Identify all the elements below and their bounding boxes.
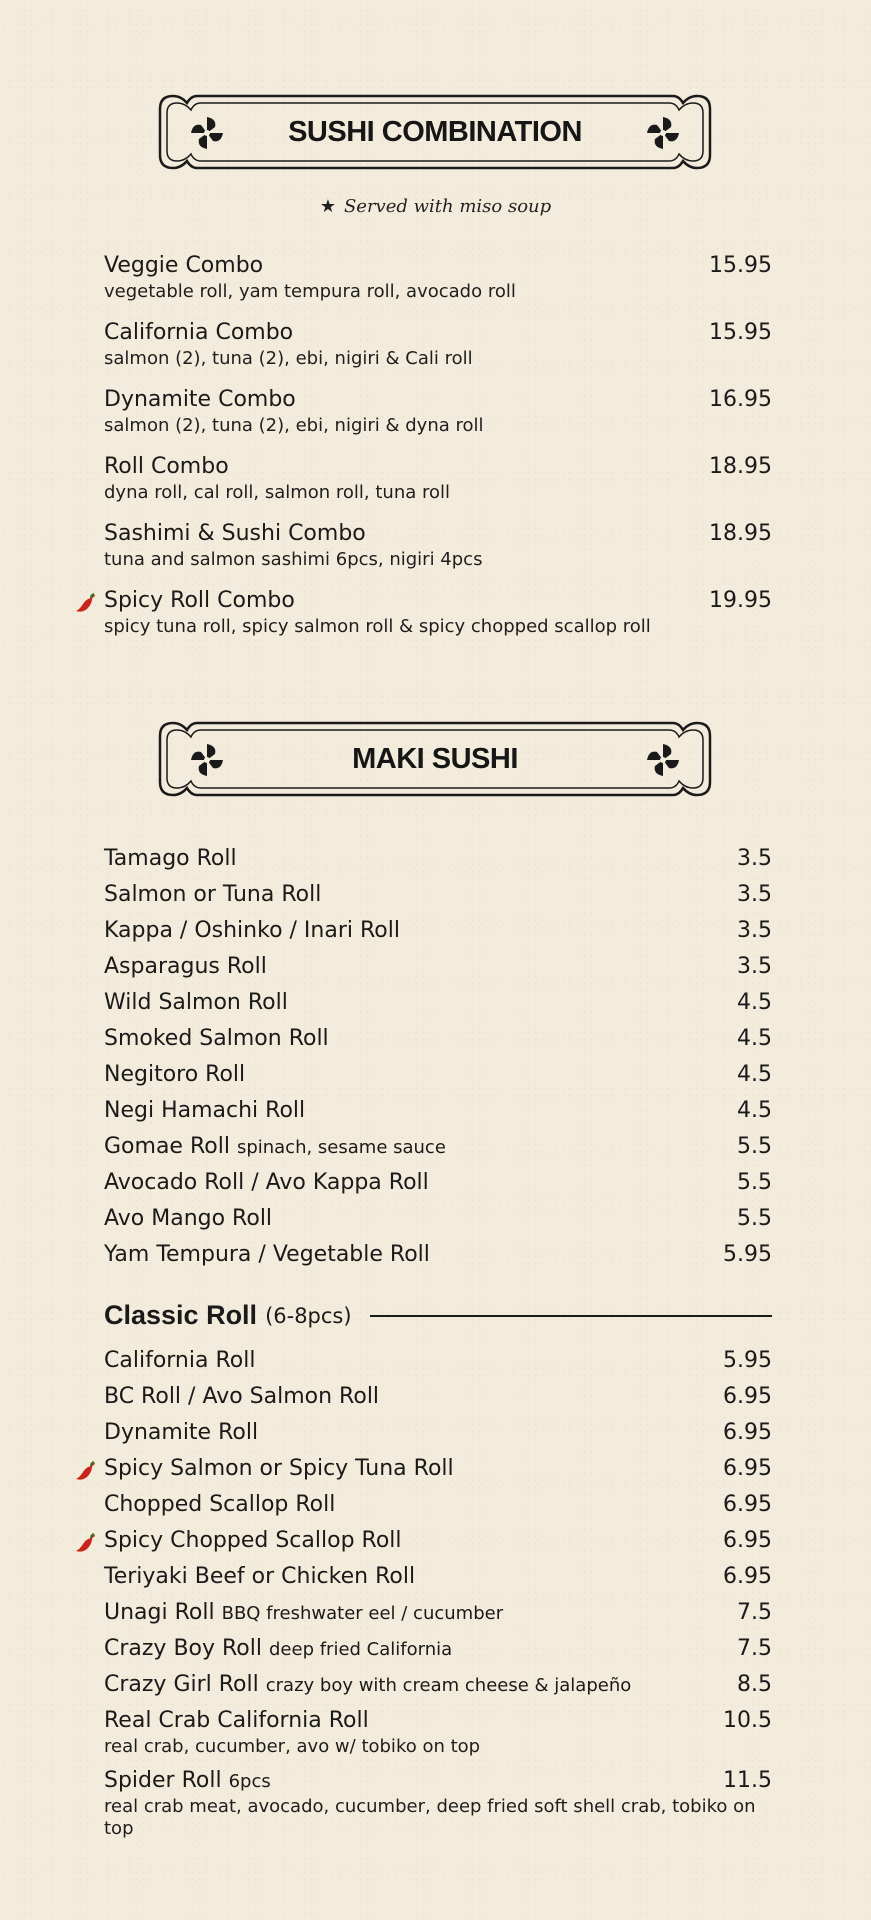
item-name: Dynamite Roll: [104, 1420, 259, 1445]
menu-item: [104, 1062, 772, 1087]
menu-item: [104, 588, 772, 638]
item-price: 5.95: [723, 1242, 772, 1267]
chili-pepper-icon: [74, 1531, 98, 1555]
item-name: Negi Hamachi Roll: [104, 1098, 306, 1123]
item-price: 18.95: [709, 521, 772, 546]
item-price: 6.95: [723, 1564, 772, 1589]
menu-item: [104, 454, 772, 504]
item-inline-note: deep fried California: [269, 1639, 453, 1660]
menu-item: [104, 1348, 772, 1373]
item-price: 3.5: [737, 954, 772, 979]
item-price: 3.5: [737, 918, 772, 943]
menu-item: [104, 1242, 772, 1267]
item-price: 5.5: [737, 1170, 772, 1195]
menu-item: [104, 1528, 772, 1553]
item-price: 15.95: [709, 253, 772, 278]
menu-item: [104, 918, 772, 943]
item-name: Chopped Scallop Roll: [104, 1492, 336, 1517]
item-price: 6.95: [723, 1528, 772, 1553]
item-name: Dynamite Combo: [104, 387, 296, 412]
item-price: 4.5: [737, 1062, 772, 1087]
item-name: Real Crab California Roll: [104, 1708, 369, 1733]
item-name: Spider Roll 6pcs: [104, 1768, 271, 1793]
item-name: Unagi Roll BBQ freshwater eel / cucumber: [104, 1600, 504, 1625]
section-title: SUSHI COMBINATION: [288, 115, 582, 148]
menu-item: [104, 521, 772, 571]
menu-item: [104, 1134, 772, 1159]
item-name: Teriyaki Beef or Chicken Roll: [104, 1564, 416, 1589]
menu-item: [104, 1456, 772, 1481]
item-name: Salmon or Tuna Roll: [104, 882, 322, 907]
item-name: Spicy Roll Combo: [104, 588, 295, 613]
item-name: Yam Tempura / Vegetable Roll: [104, 1242, 430, 1267]
menu-item: [104, 1768, 772, 1840]
menu-item: [104, 1206, 772, 1231]
item-name: Crazy Girl Roll crazy boy with cream cheese & jalapeño: [104, 1672, 632, 1697]
item-price: 8.5: [737, 1672, 772, 1697]
item-name: Negitoro Roll: [104, 1062, 246, 1087]
chili-pepper-icon: [74, 1459, 98, 1483]
star-icon: ★: [319, 196, 336, 217]
item-price: 3.5: [737, 846, 772, 871]
item-description: spicy tuna roll, spicy salmon roll & spicy chopped scallop roll: [104, 616, 651, 637]
item-description: dyna roll, cal roll, salmon roll, tuna roll: [104, 482, 451, 503]
item-name: Kappa / Oshinko / Inari Roll: [104, 918, 400, 943]
item-name: Avocado Roll / Avo Kappa Roll: [104, 1170, 429, 1195]
pinwheel-icon: [643, 740, 683, 780]
item-price: 3.5: [737, 882, 772, 907]
item-name: Crazy Boy Roll deep fried California: [104, 1636, 453, 1661]
item-name: Gomae Roll spinach, sesame sauce: [104, 1134, 446, 1159]
item-price: 18.95: [709, 454, 772, 479]
menu-item: [104, 1672, 772, 1697]
item-name: Roll Combo: [104, 454, 229, 479]
menu-item: [104, 1636, 772, 1661]
section-banner-sushi-combination: [157, 93, 713, 171]
item-inline-note: 6pcs: [228, 1771, 271, 1792]
menu-item: [104, 990, 772, 1015]
section-banner-maki-sushi: [157, 720, 713, 798]
item-description: salmon (2), tuna (2), ebi, nigiri & dyna roll: [104, 415, 484, 436]
menu-item: [104, 1708, 772, 1758]
menu-item: [104, 954, 772, 979]
item-description: real crab, cucumber, avo w/ tobiko on top: [104, 1736, 481, 1757]
item-name: Smoked Salmon Roll: [104, 1026, 329, 1051]
item-price: 5.95: [723, 1348, 772, 1373]
item-description: vegetable roll, yam tempura roll, avocado roll: [104, 281, 516, 302]
item-description: salmon (2), tuna (2), ebi, nigiri & Cali roll: [104, 348, 473, 369]
menu-item: [104, 387, 772, 437]
item-name: BC Roll / Avo Salmon Roll: [104, 1384, 380, 1409]
item-price: 5.5: [737, 1134, 772, 1159]
item-inline-note: spinach, sesame sauce: [236, 1137, 446, 1158]
chili-pepper-icon: [74, 591, 98, 615]
item-name: Tamago Roll: [104, 846, 237, 871]
subsection-title: Classic Roll: [104, 1300, 258, 1330]
item-price: 15.95: [709, 320, 772, 345]
menu-item: [104, 1026, 772, 1051]
item-inline-note: BBQ freshwater eel / cucumber: [221, 1603, 504, 1624]
item-name: Asparagus Roll: [104, 954, 267, 979]
item-price: 7.5: [737, 1636, 772, 1661]
item-name: Sashimi & Sushi Combo: [104, 521, 366, 546]
classic-roll-header: [104, 1300, 772, 1331]
item-name: California Combo: [104, 320, 294, 345]
item-price: 4.5: [737, 990, 772, 1015]
menu-item: [104, 1384, 772, 1409]
item-price: 6.95: [723, 1420, 772, 1445]
menu-item: [104, 1170, 772, 1195]
item-price: 16.95: [709, 387, 772, 412]
menu-item: [104, 882, 772, 907]
item-name: California Roll: [104, 1348, 256, 1373]
item-description: tuna and salmon sashimi 6pcs, nigiri 4pcs: [104, 549, 483, 570]
item-price: 4.5: [737, 1098, 772, 1123]
menu-item: [104, 320, 772, 370]
item-name: Veggie Combo: [104, 253, 264, 278]
served-with-note: ★ Served with miso soup: [319, 196, 552, 217]
item-price: 6.95: [723, 1384, 772, 1409]
section-title: MAKI SUSHI: [352, 742, 518, 775]
item-price: 4.5: [737, 1026, 772, 1051]
menu-item: [104, 253, 772, 303]
menu-item: [104, 846, 772, 871]
item-inline-note: crazy boy with cream cheese & jalapeño: [265, 1675, 632, 1696]
item-price: 6.95: [723, 1492, 772, 1517]
menu-item: [104, 1420, 772, 1445]
item-price: 7.5: [737, 1600, 772, 1625]
pinwheel-icon: [643, 113, 683, 153]
item-price: 10.5: [723, 1708, 772, 1733]
menu-item: [104, 1098, 772, 1123]
item-name: Avo Mango Roll: [104, 1206, 273, 1231]
subsection-count: (6-8pcs): [265, 1303, 352, 1328]
item-name: Spicy Salmon or Spicy Tuna Roll: [104, 1456, 454, 1481]
menu-item: [104, 1600, 772, 1625]
menu-item: [104, 1492, 772, 1517]
item-price: 6.95: [723, 1456, 772, 1481]
item-price: 5.5: [737, 1206, 772, 1231]
item-price: 19.95: [709, 588, 772, 613]
item-price: 11.5: [723, 1768, 772, 1793]
item-name: Spicy Chopped Scallop Roll: [104, 1528, 402, 1553]
item-name: Wild Salmon Roll: [104, 990, 288, 1015]
divider-line: [370, 1315, 772, 1317]
item-description: real crab meat, avocado, cucumber, deep fried soft shell crab, tobiko on top: [104, 1796, 756, 1839]
menu-item: [104, 1564, 772, 1589]
